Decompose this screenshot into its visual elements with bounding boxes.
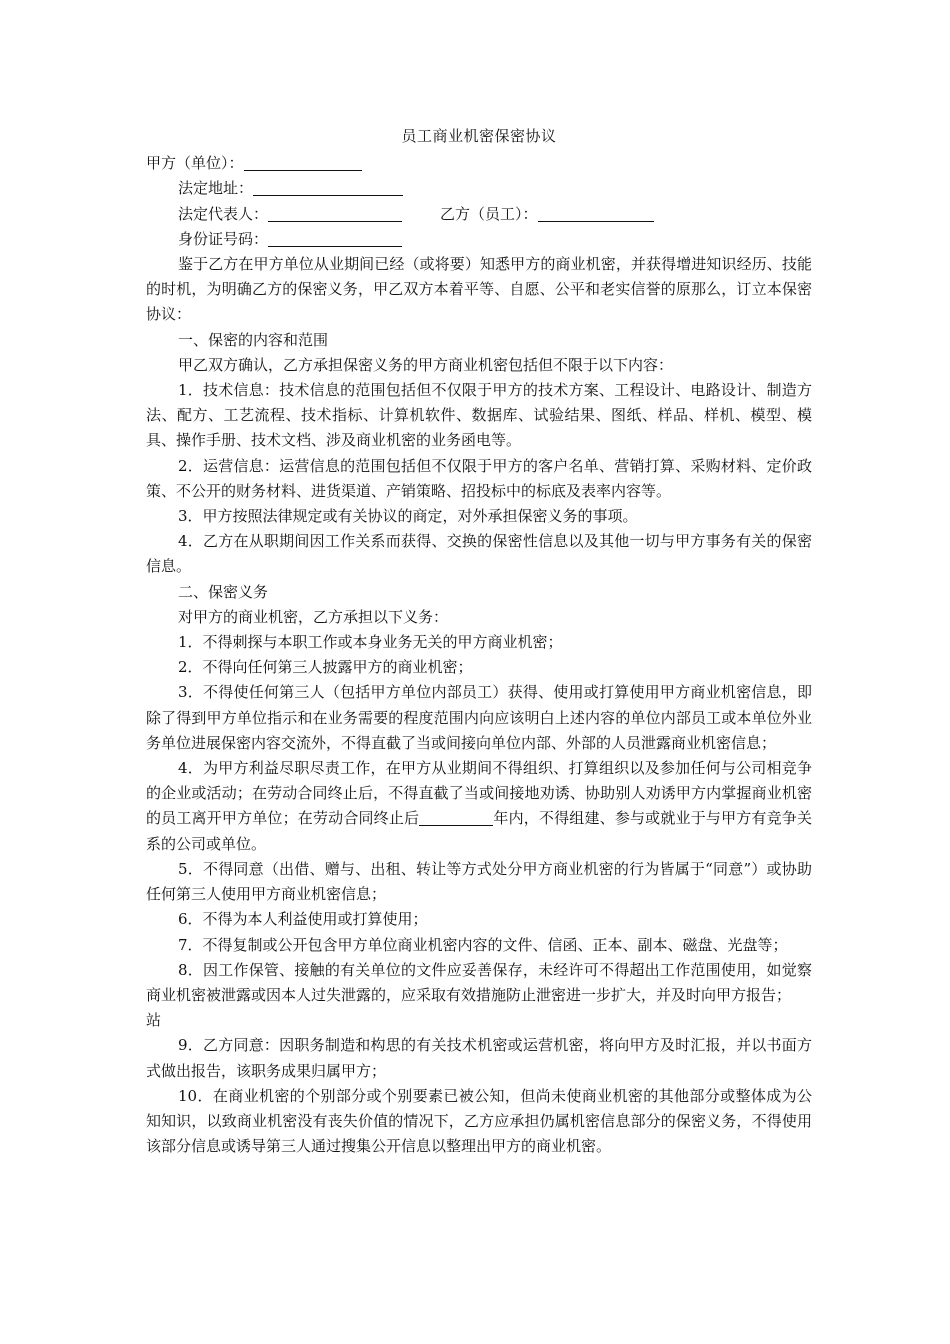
section-2-item: 6．不得为本人利益使用或打算使用； xyxy=(178,910,428,929)
section-2-heading: 二、保密义务 xyxy=(178,582,269,601)
party-b-blank xyxy=(538,203,654,222)
section-1-intro: 甲乙双方确认，乙方承担保密义务的甲方商业机密包括但不限于以下内容： xyxy=(178,355,674,374)
years-blank xyxy=(419,807,493,826)
section-1-item: 2．运营信息：运营信息的范围包括但不仅限于甲方的客户名单、营销打算、采购材料、定价政策、不公开的财务材料、进货渠道、产销策略、招投标中的标底及表率内容等。 xyxy=(146,456,812,500)
legal-address-line xyxy=(146,176,812,201)
section-1-item: 3．甲方按照法律规定或有关协议的商定，对外承担保密义务的事项。 xyxy=(178,507,638,526)
legal-rep-blank xyxy=(268,203,402,222)
party-a-line xyxy=(146,151,812,176)
party-b-label: 乙方（员工）： xyxy=(440,204,538,223)
legal-rep-label: 法定代表人： xyxy=(178,204,269,223)
id-number-line xyxy=(146,227,812,252)
item-4-text-part2: 年内，不得组建、参与或就业于与甲方有竞争关系的公司或单位。 xyxy=(146,809,812,853)
section-1-item: 1．技术信息：技术信息的范围包括但不仅限于甲方的技术方案、工程设计、电路设计、制造方法、配方、工艺流程、技术指标、计算机软件、数据库、试验结果、图纸、样品、样机、模型、模具、操作手册、技术文档、涉及商业机密的业务函电等。 xyxy=(146,381,812,450)
legal-rep-line xyxy=(146,202,812,227)
section-2-item: 10．在商业机密的个别部分或个别要素已被公知，但尚未使商业机密的其他部分或整体成为公知知识，以致商业机密没有丧失价值的情况下，乙方应承担仍属机密信息部分的保密义务，不得使用该部分信息或诱导第三人通过搜集公开信息以整理出甲方的商业机密。 xyxy=(146,1086,812,1156)
section-2-item: 1．不得刺探与本职工作或本身业务无关的甲方商业机密； xyxy=(178,633,563,652)
document-title: 员工商业机密保密协议 xyxy=(401,127,557,145)
section-2-item: 5．不得同意（出借、赠与、出租、转让等方式处分甲方商业机密的行为皆属于“同意”）或协助任何第三人使用甲方商业机密信息； xyxy=(146,859,812,904)
section-2-item: 8．因工作保管、接触的有关单位的文件应妥善保存，未经许可不得超出工作范围使用，如觉察商业机密被泄露或因本人过失泄露的，应采取有效措施防止泄密进一步扩大，并及时向甲方报告； xyxy=(146,960,812,1004)
stray-character: 站 xyxy=(146,1011,162,1030)
id-number-blank xyxy=(268,228,402,247)
section-2-item-4 xyxy=(146,756,812,857)
section-2-item: 2．不得向任何第三人披露甲方的商业机密； xyxy=(178,658,473,677)
party-a-label: 甲方（单位）： xyxy=(146,154,244,173)
section-1-heading: 一、保密的内容和范围 xyxy=(178,330,329,349)
preamble-paragraph: 鉴于乙方在甲方单位从业期间已经（或将要）知悉甲方的商业机密，并获得增进知识经历、技能的时机，为明确乙方的保密义务，甲乙双方本着平等、自愿、公平和老实信誉的原那么，订立本保密协议： xyxy=(146,255,812,324)
document-page xyxy=(146,124,812,1159)
party-a-blank xyxy=(244,152,362,171)
section-1-item: 4．乙方在从职期间因工作关系而获得、交换的保密性信息以及其他一切与甲方事务有关的保密信息。 xyxy=(146,532,812,576)
section-2-intro: 对甲方的商业机密，乙方承担以下义务： xyxy=(178,607,449,626)
id-number-label: 身份证号码： xyxy=(178,229,269,248)
legal-address-blank xyxy=(253,177,403,196)
section-2-item: 3．不得使任何第三人（包括甲方单位内部员工）获得、使用或打算使用甲方商业机密信息，即除了得到甲方单位指示和在业务需要的程度范围内向应该明白上述内容的单位内部员工或本单位外业务单位进展保密内容交流外，不得直截了当或间接向单位内部、外部的人员泄露商业机密信息； xyxy=(146,683,812,752)
item-4-text-part1: 4．为甲方利益尽职尽责工作，在甲方从业期间不得组织、打算组织以及参加任何与公司相竞争的企业或活动；在劳动合同终止后，不得直截了当或间接地劝诱、协助别人劝诱甲方内掌握商业机密的员工离开甲方单位；在劳动合同终止后 xyxy=(146,759,812,828)
section-2-item: 7．不得复制或公开包含甲方单位商业机密内容的文件、信函、正本、副本、磁盘、光盘等； xyxy=(178,935,788,954)
section-2-item: 9．乙方同意：因职务制造和构思的有关技术机密或运营机密，将向甲方及时汇报，并以书面方式做出报告，该职务成果归属甲方； xyxy=(146,1036,812,1080)
legal-address-label: 法定地址： xyxy=(178,179,254,198)
